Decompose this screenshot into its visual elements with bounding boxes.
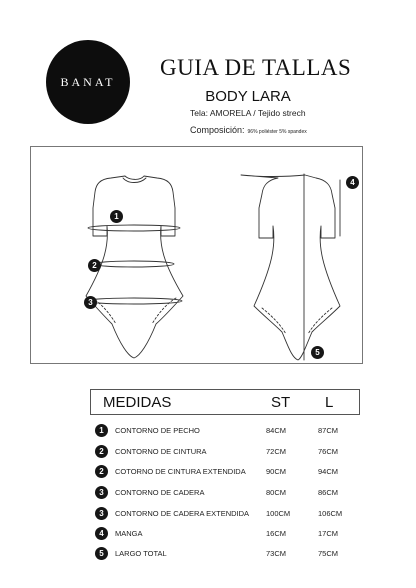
hip-measure-line	[86, 298, 182, 304]
back-bodysuit-outline	[241, 175, 340, 360]
table-row	[90, 424, 370, 438]
row-number-badge: 2	[95, 445, 108, 458]
composition-label: Composición:	[190, 125, 245, 135]
row-st-value: 16CM	[266, 529, 287, 538]
table-row	[90, 507, 370, 521]
row-l-value: 94CM	[318, 467, 339, 476]
composition-info	[190, 120, 307, 138]
row-measure-label: LARGO TOTAL	[115, 549, 167, 558]
column-header-l: L	[325, 394, 334, 411]
chest-measure-line	[88, 225, 180, 231]
row-l-value: 86CM	[318, 488, 339, 497]
row-number-badge: 1	[95, 424, 108, 437]
product-name: BODY LARA	[205, 88, 291, 105]
brand-logo-text: BANAT	[60, 74, 116, 89]
composition-value: 96% poliéster 5% spandex	[247, 129, 307, 135]
row-number-badge: 4	[95, 527, 108, 540]
garment-technical-drawing	[30, 146, 363, 364]
row-number-badge: 3	[95, 486, 108, 499]
fabric-info: Tela: AMORELA / Tejido strech	[190, 108, 306, 118]
front-leg-opening-right	[152, 298, 176, 324]
row-number-badge: 3	[95, 507, 108, 520]
row-st-value: 84CM	[266, 426, 287, 435]
table-row	[90, 486, 370, 500]
marker-1-badge: 1	[110, 210, 123, 223]
row-measure-label: CONTORNO DE CADERA	[115, 488, 205, 497]
brand-logo	[46, 40, 130, 124]
row-measure-label: CONTORNO DE CADERA EXTENDIDA	[115, 509, 250, 518]
marker-3-badge: 3	[84, 296, 97, 309]
row-st-value: 80CM	[266, 488, 287, 497]
bodysuit-sketch	[30, 146, 363, 364]
row-st-value: 73CM	[266, 549, 287, 558]
row-measure-label: CONTORNO DE PECHO	[115, 426, 200, 435]
marker-4-badge: 4	[346, 176, 359, 189]
row-l-value: 106CM	[318, 509, 343, 518]
marker-5-badge: 5	[311, 346, 324, 359]
table-row	[90, 527, 370, 541]
row-l-value: 17CM	[318, 529, 339, 538]
waist-measure-line	[94, 261, 174, 267]
row-st-value: 72CM	[266, 447, 287, 456]
column-header-measures: MEDIDAS	[103, 394, 172, 411]
row-number-badge: 5	[95, 547, 108, 560]
size-table-header	[90, 389, 360, 415]
table-row	[90, 547, 370, 561]
row-l-value: 76CM	[318, 447, 339, 456]
table-row	[90, 445, 370, 459]
row-st-value: 90CM	[266, 467, 287, 476]
row-measure-label: COTORNO DE CINTURA EXTENDIDA	[115, 467, 246, 476]
row-l-value: 87CM	[318, 426, 339, 435]
row-measure-label: CONTORNO DE CINTURA	[115, 447, 207, 456]
row-st-value: 100CM	[266, 509, 291, 518]
page-title: GUIA DE TALLAS	[160, 55, 352, 80]
table-row	[90, 465, 370, 479]
row-l-value: 75CM	[318, 549, 339, 558]
row-measure-label: MANGA	[115, 529, 143, 538]
column-header-st: ST	[271, 394, 291, 411]
row-number-badge: 2	[95, 465, 108, 478]
back-leg-opening-left	[262, 308, 286, 334]
marker-2-badge: 2	[88, 259, 101, 272]
back-leg-opening-right	[308, 308, 332, 334]
front-neckline-inner	[123, 178, 146, 183]
